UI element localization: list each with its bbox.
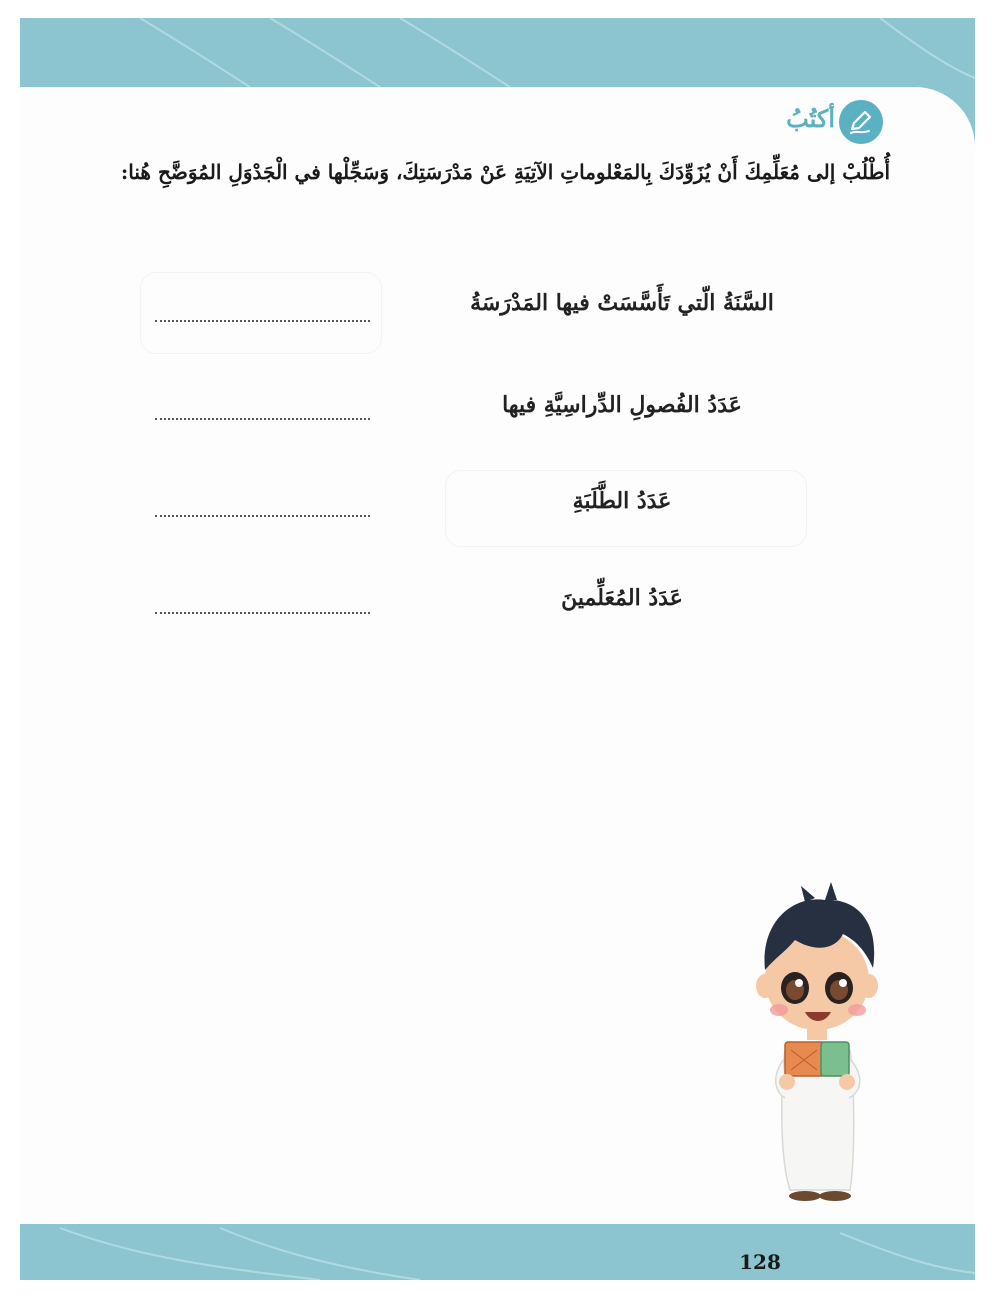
section-badge [839,100,883,144]
answer-line-teachers[interactable] [155,612,370,614]
pencil-icon [847,108,875,136]
answer-line-founding-year[interactable] [155,320,370,322]
page-number: 128 [739,1250,781,1274]
row-label-teachers: عَدَدُ المُعَلِّمينَ [561,585,683,611]
answer-line-classrooms[interactable] [155,418,370,420]
row-label-students: عَدَدُ الطَّلَبَةِ [572,488,672,514]
boy-illustration [755,860,905,1210]
row-label-classrooms: عَدَدُ الفُصولِ الدِّراسِيَّةِ فيها [502,392,742,418]
row-label-founding-year: السَّنَةُ الّتي تَأَسَّسَتْ فيها المَدْرَسَةُ [470,290,774,316]
section-title: أكتُبُ [786,104,835,133]
instruction-text: أُطْلُبْ إلى مُعَلِّمِكَ أَنْ يُزَوِّدَكَ بِالمَعْلوماتِ الآتِيَةِ عَنْ مَدْرَسَتِكَ، وَسَجِّلْها في الْجَدْوَلِ المُوَضَّحِ هُنا: [120,160,890,184]
answer-line-students[interactable] [155,515,370,517]
faint-box [140,272,382,354]
